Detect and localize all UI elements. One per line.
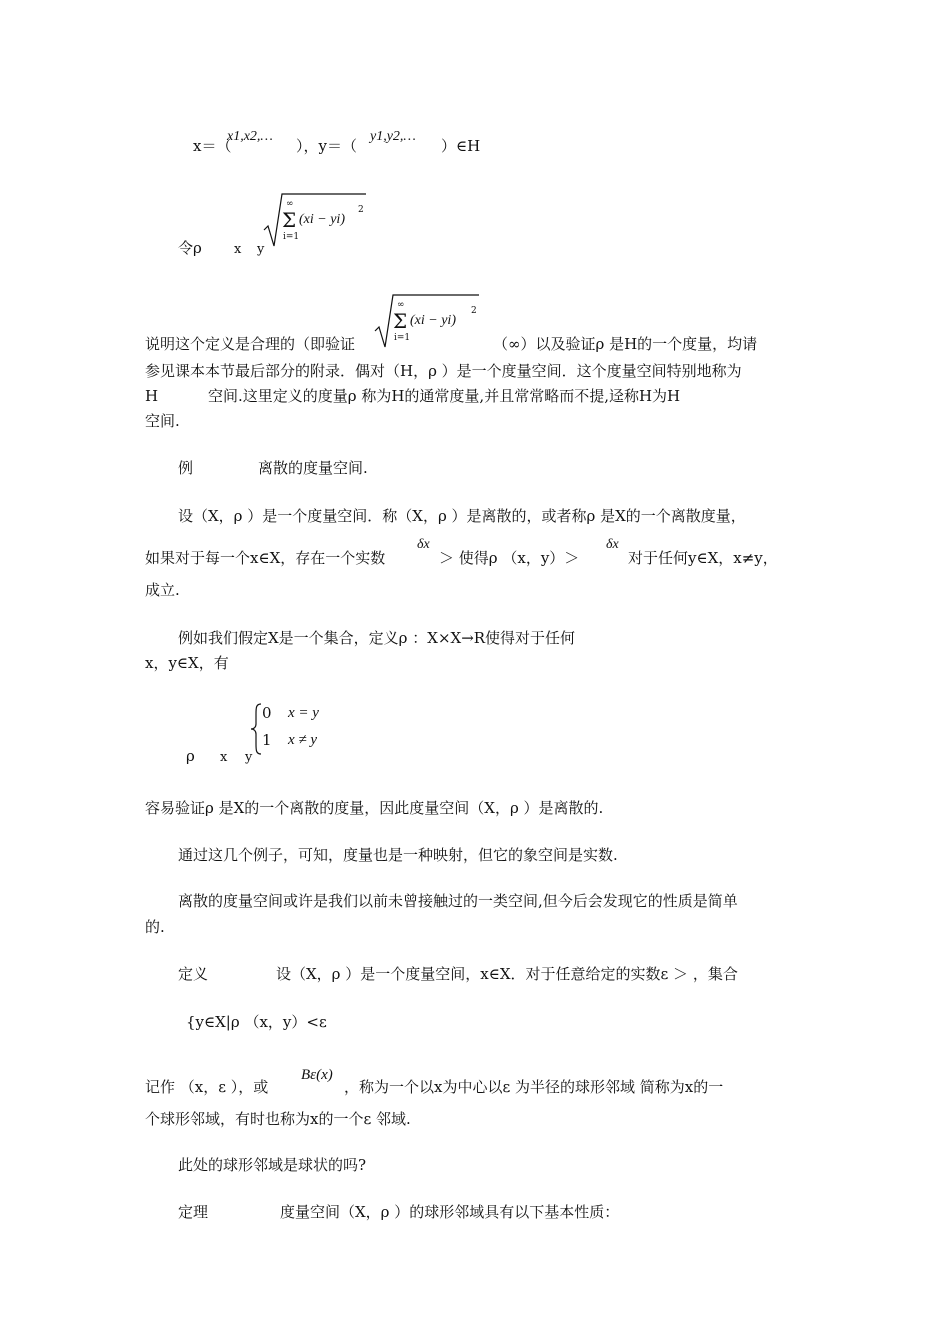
example-title: 离散的度量空间.: [258, 459, 368, 477]
rho-arg-x: x: [234, 242, 242, 257]
para1-line3-b: 空间.这里定义的度量ρ 称为H的通常度量,并且常常略而不提,迳称H为H: [208, 387, 681, 405]
y-equals-label: ），y＝（: [296, 137, 357, 155]
para5: 通过这几个例子，可知，度量也是一种映射，但它的象空间是实数.: [178, 846, 618, 864]
square-exponent: 2: [471, 306, 477, 316]
para1-line4: 空间.: [145, 412, 180, 430]
summand: (xi − yi): [299, 212, 345, 227]
summand: (xi − yi): [410, 313, 456, 328]
sum-upper-limit: ∞: [286, 199, 294, 209]
definition-set: {y∈X|ρ （x，y）<ε: [186, 1013, 327, 1031]
theorem-label: 定理: [178, 1203, 209, 1221]
sum-upper-limit: ∞: [397, 300, 405, 310]
para4: 容易验证ρ 是X的一个离散的度量，因此度量空间（X，ρ ）是离散的.: [145, 799, 604, 817]
sum-lower-limit: i=1: [394, 333, 411, 343]
para3-line2: x，y∈X，有: [145, 654, 229, 672]
x-sequence: x1,x2,…: [227, 129, 273, 144]
question: 此处的球形邻域是球状的吗?: [178, 1156, 367, 1174]
para6-line2: 的.: [145, 918, 165, 936]
sum-lower-limit: i=1: [283, 232, 300, 242]
piecewise-x: x: [220, 750, 228, 765]
example-label: 例: [178, 459, 194, 477]
piecewise-rho: ρ: [186, 747, 195, 765]
para2-line2-a: 如果对于每一个x∈X，存在一个实数: [145, 549, 386, 567]
para3-line1: 例如我们假定X是一个集合，定义ρ ：X×X→R使得对于任何: [178, 629, 576, 647]
para7-line1-c: ，称为一个以x为中心以ε 为半径的球形邻域 简称为x的一: [344, 1078, 724, 1096]
piecewise-y: y: [245, 750, 253, 765]
delta-x-symbol: δx: [417, 537, 430, 552]
y-sequence: y1,y2,…: [370, 129, 416, 144]
para2-line1: 设（X，ρ ）是一个度量空间．称（X，ρ ）是离散的，或者称ρ 是X的一个离散度量，: [178, 507, 746, 525]
case1-condition: x = y: [288, 705, 319, 721]
sigma-icon: Σ: [393, 309, 408, 333]
x-equals-label: x＝（: [193, 137, 232, 155]
para7-line2: 个球形邻域，有时也称为x的一个ε 邻域.: [145, 1110, 411, 1128]
case2-condition: x ≠ y: [288, 732, 318, 748]
definition-text: 设（X，ρ ）是一个度量空间，x∈X．对于任意给定的实数ε ＞ ，集合: [276, 965, 738, 983]
para6-line1: 离散的度量空间或许是我们以前未曾接触过的一类空间,但今后会发现它的性质是简单: [178, 892, 738, 910]
para7-line1-a: 记作 （x，ε ），或: [145, 1078, 269, 1096]
para1-line2: 参见课本本节最后部分的附录．偶对（H，ρ ）是一个度量空间．这个度量空间特别地称为: [145, 362, 742, 380]
theorem-text: 度量空间（X，ρ ）的球形邻域具有以下基本性质：: [280, 1203, 620, 1221]
ball-notation: Bε(x): [301, 1067, 333, 1083]
para2-line2-b: ＞ 使得ρ （x，y）＞: [439, 549, 580, 567]
para2-line2-c: 对于任何y∈X，x≠y，: [628, 549, 778, 567]
definition-label: 定义: [178, 965, 209, 983]
delta-x-symbol-2: δx: [606, 537, 619, 552]
para1-line3-a: H: [145, 387, 159, 405]
para1-line1-b: （∞）以及验证ρ 是H的一个度量，均请: [493, 335, 758, 353]
rho-arg-y: y: [257, 242, 265, 257]
case2-value: 1: [262, 731, 272, 749]
sigma-icon: Σ: [282, 208, 297, 232]
para2-line3: 成立.: [145, 581, 180, 599]
square-exponent: 2: [358, 205, 364, 215]
case1-value: 0: [262, 704, 272, 722]
in-h-label: ）∈H: [441, 137, 481, 155]
ling-rho-label: 令ρ: [178, 239, 202, 257]
para1-line1-a: 说明这个定义是合理的（即验证: [145, 335, 356, 353]
